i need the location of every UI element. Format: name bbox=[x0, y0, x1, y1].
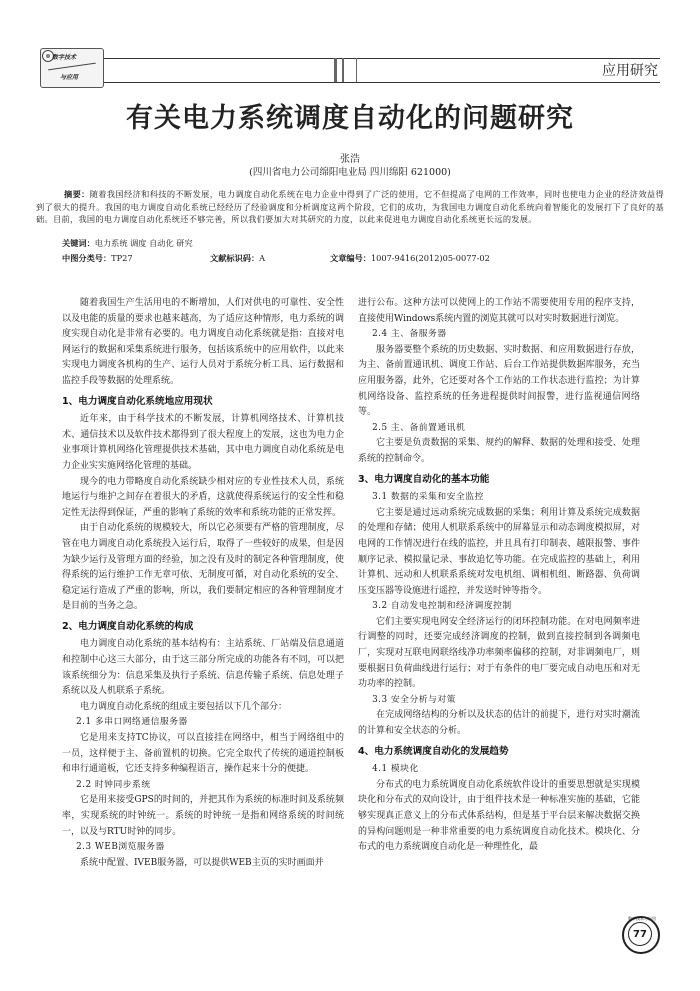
article-affiliation: (四川省电力公司绵阳电业局 四川绵阳 621000) bbox=[249, 167, 451, 178]
header-bar-2 bbox=[342, 58, 344, 82]
header-rule-bottom bbox=[104, 82, 660, 83]
keywords-text: 电力系统 调度 自动化 研究 bbox=[94, 238, 193, 248]
paragraph: 它们主要实现电网安全经济运行的闭环控制功能。在对电网频率进行调整的同时，还要完成经济调度的控制，做到直接控制到各调频电厂，实现对互联电网联络线净功率频率偏移的控制，对非调频电厂，则要根据日负荷曲线进行运行；对于有条件的电厂要完成自动电压和对无功功率的控制。 bbox=[358, 616, 640, 690]
section-heading: 1、电力调度自动化系统地应用现状 bbox=[62, 395, 213, 407]
paragraph: 进行公布。这种方法可以使网上的工作站不需要使用专用的程序支持，直接使用Windows系统内置的浏览其就可以对实时数据进行浏览。 bbox=[358, 298, 640, 324]
left-column bbox=[62, 296, 344, 871]
paragraph: 系统中配置、IVEB服务器，可以提供WEB主页的实时画面并 bbox=[80, 857, 324, 868]
header-rule-top bbox=[104, 58, 660, 59]
document-code bbox=[210, 253, 265, 264]
section-heading: 4、电力系统调度自动化的发展趋势 bbox=[358, 745, 509, 757]
articleno-label: 文章编号： bbox=[330, 253, 371, 263]
paragraph: 现今的电力带略度自动化系统缺少相对应的专业性技术人员，系统地运行与维护之间存在着很大的矛盾，这就使得系统运行的安全性和稳定性无法得到保证，严重的影响了系统的效率和系统功能的正常发挥。 bbox=[62, 476, 344, 518]
right-column bbox=[358, 296, 640, 856]
articleno-value: 1007-9416(2012)05-0077-02 bbox=[370, 253, 490, 263]
paragraph: 它主要是通过远动系统完成数据的采集；利用计算及系统完成数据的处理和存储；使用人机联系系统中的屏幕显示和动态调度模拟屏，对电网的工作情况进行在线的监控，并且具有打印制表、越限报警、事件顺序记录、模拟量记录、事故追忆等功能。在完成监控的基础上，利用计算机、远动和人机联系系统对发电机组、调相机组、断路器、负荷调压变压器等设施进行遥控，并发送时钟等指令。 bbox=[358, 507, 640, 596]
subsection-heading: 2.4 主、备服务器 bbox=[372, 329, 447, 340]
clc-value: TP27 bbox=[111, 253, 133, 263]
section-label: 应用研究 bbox=[602, 63, 658, 79]
page-number: 77 bbox=[628, 922, 652, 946]
paragraph: 电力调度自动化系统的组成主要包括以下几个部分： bbox=[80, 701, 288, 712]
keywords-label: 关键词： bbox=[62, 238, 95, 248]
doccode-label: 文献标识码： bbox=[210, 253, 260, 263]
paragraph: 它是用来支持TC协议，可以直接挂在网络中，相当于网络组中的一员，这样便于主、备前置机的切换。它完全取代了传统的通道控制板和串行通道板，它还支持多种编程语言，操作起来十分的便捷。 bbox=[62, 733, 344, 775]
article-number bbox=[330, 253, 490, 264]
subsection-heading: 2.5 主、备前置通讯机 bbox=[372, 422, 466, 433]
paragraph: 服务器要整个系统的历史数据、实时数据、和应用数据进行存放，为主、备前置通讯机、调度工作站、后台工作站提供数据库服务，充当应用服务器，此外，它还要对各个工作站的工作状态进行监控；为计算机网络设备、监控系统的任务进程提供时间报警，进行监视通信网络等。 bbox=[358, 344, 640, 418]
subsection-heading: 3.1 数据的采集和安全监控 bbox=[372, 492, 484, 503]
paragraph: 近年来，由于科学技术的不断发展，计算机网络技术、计算机技术、通信技术以及软件技术都得到了很大程度上的发展，这也为电力企业事项计算机网络化管理提供技术基础，其中电力调度自动化系统是电力企业实实施网络化管理的基础。 bbox=[62, 414, 344, 471]
clc-number bbox=[62, 253, 133, 264]
subsection-heading: 3.3 安全分析与对策 bbox=[372, 694, 456, 705]
section-heading: 2、电力调度自动化系统的构成 bbox=[62, 620, 194, 632]
paragraph: 它主要是负责数据的采集、规约的解释、数据的处理和接受、处理系统的控制命令。 bbox=[358, 438, 640, 464]
clc-label: 中图分类号： bbox=[62, 253, 112, 263]
article-title: 有关电力系统调度自动化的问题研究 bbox=[126, 103, 574, 134]
paragraph: 在完成网络结构的分析以及状态的估计的前提下，进行对实时潮流的计算和安全状态的分析。 bbox=[358, 710, 640, 737]
page-number-badge bbox=[622, 916, 660, 954]
subsection-heading: 2.2 时钟同步系统 bbox=[76, 779, 151, 790]
paragraph: 随着我国生产生活用电的不断增加，人们对供电的可靠性、安全性以及电能的质量的要求也越来越高，为了适应这种情形，电力系统的调度实现自动化是非常有必要的。电力调度自动化系统就是指：直接对电网运行的数据和采集系统进行服务，包括该系统中的应用软件，以此来实现电力调度各机构的生产、运行人员对于系统分析工具、运行数据和监控手段等数据的处理系统。 bbox=[62, 298, 344, 386]
section-heading: 3、电力调度自动化的基本功能 bbox=[358, 473, 490, 485]
keywords bbox=[62, 238, 193, 249]
paragraph: 电力调度自动化系统的基本结构有：主站系统、厂站端及信息通道和控制中心这三大部分，由于这三部分所完成的功能各有不同，可以把该系统细分为：信息采集及执行子系统、信息传输子系统、信息处理子系统以及人机联系子系统。 bbox=[62, 639, 344, 697]
subsection-heading: 4.1 模块化 bbox=[372, 764, 419, 775]
abstract-text: 随着我国经济和科技的不断发展，电力调度自动化系统在电力企业中得到了广泛的使用，它不但提高了电网的工作效率，同时也使电力企业的经济效益得到了很大的提升。我国的电力调度自动化系统已经经历了经验调度和分析调度这两个阶段，它们的成功，为我国电力调度自动化系统向着智能化的发展打下了良好的基础。目前，我国的电力调度自动化系统还不够完善，所以我们要加大对其研究的力度，以此来促进电力调度自动化系统更长远的发展。 bbox=[36, 189, 664, 224]
header-bar-1 bbox=[334, 58, 337, 82]
paragraph: 分布式的电力系统调度自动化系统软件设计的重要思想就是实现模块化和分布式的双向设计，由于组件技术是一种标准实施的基础，它能够实现真正意义上的分布式体系结构，但是基于平台层来解决数据交换的异构问题则是一种非常重要的电力系统调度自动化技术。模块化、分布式的电力系统调度自动化是一种理性化，最 bbox=[358, 779, 640, 853]
journal-logo-line2: 与应用 bbox=[60, 74, 79, 81]
journal-logo-line1: 数字技术 bbox=[52, 54, 77, 61]
paragraph: 由于自动化系统的规模较大，所以它必须要有严格的管理制度，尽管在电力调度自动化系统投入运行后，取得了一些较好的成果，但是因为缺少运行及管理方面的经验，加之没有及时的制定各种管理制度，使得系统的运行维护工作无章可依、无制度可循，对自动化系统的安全、稳定运行造成了严重的影响，所以，我们要制定相应的各种管理制度才是目前的当务之急。 bbox=[62, 523, 344, 612]
subsection-heading: 2.1 多串口网络通信服务器 bbox=[76, 717, 188, 728]
subsection-heading: 3.2 自动发电控制和经济调度控制 bbox=[372, 601, 512, 612]
doccode-value: A bbox=[259, 253, 266, 263]
abstract-label: 摘要： bbox=[64, 189, 90, 199]
subsection-heading: 2.3 WEB浏览服务器 bbox=[76, 842, 165, 853]
badge-ring-text: 数字技术与应用 bbox=[628, 916, 656, 921]
abstract bbox=[36, 188, 664, 226]
journal-logo bbox=[40, 48, 104, 88]
article-author: 张浩 bbox=[340, 154, 360, 165]
paragraph: 它是用来接受GPS的时间的，并把其作为系统的标准时间及系统频率，实现系统的时钟统一。系统的时钟统一是指和网络系统的时间统一，以及与RTU时钟的同步。 bbox=[62, 795, 344, 837]
header-bar-3 bbox=[356, 58, 357, 82]
